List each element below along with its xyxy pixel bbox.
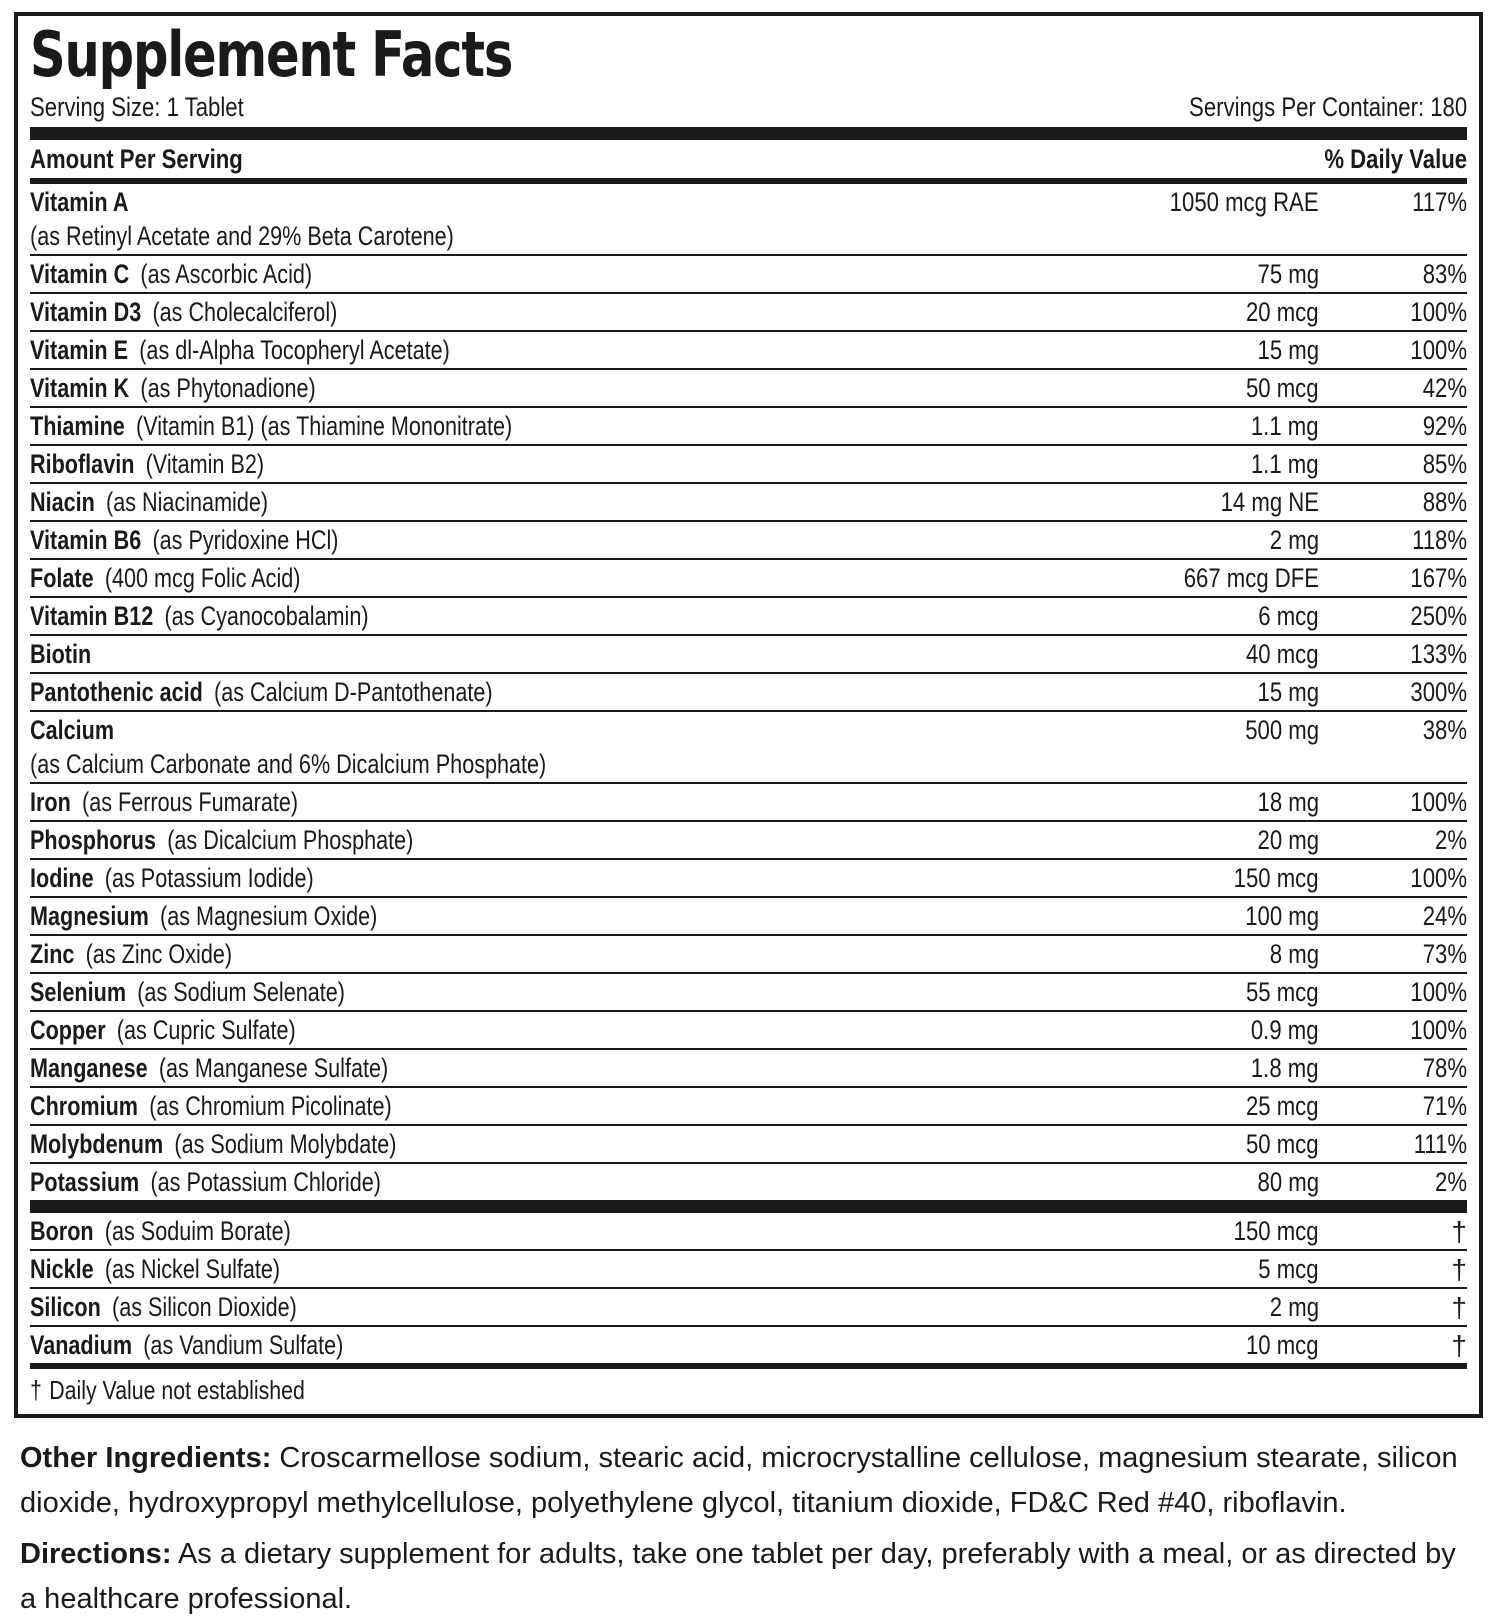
nutrient-name: Riboflavin — [30, 449, 135, 479]
daily-value-footnote-text: Daily Value not established — [49, 1375, 305, 1405]
nutrient-name: Magnesium — [30, 901, 149, 931]
nutrient-daily-value: 133% — [1410, 639, 1467, 669]
table-row — [30, 521, 1467, 559]
nutrient-amount-cell — [1059, 1163, 1319, 1200]
other-ingredients-text: Croscarmellose sodium, stearic acid, microcrystalline cellulose, magnesium stearate, silicon dioxide, hydroxypropyl methylcellulose, polyethylene glycol, titanium dioxide, FD&C Red #40, riboflavin. — [20, 1442, 1458, 1519]
nutrient-name: Vitamin A — [30, 187, 129, 217]
nutrient-name: Zinc — [30, 939, 75, 969]
nutrient-name: Vitamin B6 — [30, 525, 142, 555]
nutrient-amount: 25 mcg — [1246, 1091, 1319, 1121]
nutrient-daily-value-cell — [1319, 1125, 1467, 1163]
nutrient-daily-value: 85% — [1422, 449, 1467, 479]
nutrient-daily-value: 100% — [1410, 787, 1467, 817]
nutrient-amount-cell — [1059, 184, 1319, 255]
nutrient-name-cell — [30, 1213, 1059, 1250]
nutrient-name-cell — [30, 673, 1059, 711]
nutrient-amount-cell — [1059, 1125, 1319, 1163]
nutrient-daily-value-cell — [1319, 369, 1467, 407]
nutrient-daily-value: 167% — [1410, 563, 1467, 593]
nutrient-daily-value: 2% — [1434, 1167, 1467, 1197]
nutrient-source-description: (as Zinc Oxide) — [85, 939, 233, 969]
table-row — [30, 1250, 1467, 1288]
nutrient-amount-cell — [1059, 331, 1319, 369]
divider-thick-top — [30, 127, 1467, 140]
nutrient-source-description: (as Calcium Carbonate and 6% Dicalcium Phosphate) — [30, 749, 547, 779]
nutrient-daily-value: 78% — [1422, 1053, 1467, 1083]
nutrient-name: Vanadium — [30, 1330, 133, 1360]
nutrient-name-cell — [30, 1163, 1059, 1200]
nutrient-amount: 6 mcg — [1258, 601, 1319, 631]
nutrient-name-cell — [30, 859, 1059, 897]
nutrient-source-description: (as Cyanocobalamin) — [164, 601, 369, 631]
nutrient-amount-cell — [1059, 859, 1319, 897]
dagger-icon: † — [1451, 1216, 1467, 1247]
nutrient-amount-cell — [1059, 1087, 1319, 1125]
nutrient-amount-cell — [1059, 897, 1319, 935]
nutrient-amount-cell — [1059, 521, 1319, 559]
nutrient-name: Nickle — [30, 1254, 94, 1284]
nutrient-name: Biotin — [30, 639, 92, 669]
serving-size-label: Serving Size: 1 Tablet — [30, 92, 244, 122]
nutrient-source-description: (as Cholecalciferol) — [152, 297, 338, 327]
nutrient-daily-value-cell — [1319, 184, 1467, 255]
nutrient-amount-cell — [1059, 711, 1319, 783]
nutrient-name-cell — [30, 521, 1059, 559]
nutrient-amount: 14 mg NE — [1220, 487, 1319, 517]
nutrient-name: Vitamin D3 — [30, 297, 142, 327]
nutrient-daily-value-cell — [1319, 1213, 1467, 1250]
daily-value-footnote — [30, 1369, 1467, 1410]
nutrient-amount: 667 mcg DFE — [1183, 563, 1319, 593]
nutrient-amount-cell — [1059, 1213, 1319, 1250]
nutrient-daily-value: 92% — [1422, 411, 1467, 441]
nutrient-source-description: (as Chromium Picolinate) — [149, 1091, 392, 1121]
nutrient-amount: 20 mg — [1257, 825, 1319, 855]
nutrient-name: Phosphorus — [30, 825, 157, 855]
table-row — [30, 445, 1467, 483]
nutrient-source-description: (as Vandium Sulfate) — [143, 1330, 344, 1360]
nutrient-source-description: (400 mcg Folic Acid) — [104, 563, 301, 593]
nutrient-name-cell — [30, 1326, 1059, 1363]
nutrient-daily-value-cell — [1319, 673, 1467, 711]
nutrient-source-description: (as Nickel Sulfate) — [104, 1254, 281, 1284]
nutrient-name-cell — [30, 897, 1059, 935]
nutrient-daily-value: 100% — [1410, 977, 1467, 1007]
servings-per-container-label: Servings Per Container: 180 — [1188, 92, 1467, 122]
table-row — [30, 1163, 1467, 1200]
nutrient-name-cell — [30, 1087, 1059, 1125]
nutrient-source-description: (as Silicon Dioxide) — [112, 1292, 297, 1322]
nutrient-daily-value-cell — [1319, 973, 1467, 1011]
nutrient-source-description: (as Sodium Selenate) — [137, 977, 345, 1007]
nutrient-source-description: (as Dicalcium Phosphate) — [167, 825, 414, 855]
nutrient-amount: 0.9 mg — [1251, 1015, 1319, 1045]
table-row — [30, 1125, 1467, 1163]
table-row — [30, 369, 1467, 407]
nutrient-name-cell — [30, 1288, 1059, 1326]
nutrient-amount: 15 mg — [1257, 677, 1319, 707]
nutrient-daily-value-cell — [1319, 407, 1467, 445]
nutrient-daily-value: 100% — [1410, 297, 1467, 327]
nutrient-daily-value: 88% — [1422, 487, 1467, 517]
nutrient-amount: 8 mg — [1269, 939, 1319, 969]
nutrient-daily-value-cell — [1319, 935, 1467, 973]
nutrient-daily-value-cell — [1319, 1326, 1467, 1363]
nutrient-daily-value: 42% — [1422, 373, 1467, 403]
nutrient-source-description: (as dl-Alpha Tocopheryl Acetate) — [139, 335, 450, 365]
nutrient-name: Iron — [30, 787, 71, 817]
table-row — [30, 331, 1467, 369]
directions-text: As a dietary supplement for adults, take one tablet per day, preferably with a meal, or as directed by a healthcare professional. — [20, 1538, 1456, 1615]
dagger-icon: † — [1451, 1254, 1467, 1285]
nutrient-amount: 2 mg — [1269, 525, 1319, 555]
nutrient-table-main — [30, 184, 1467, 1200]
divider-thick-trace — [30, 1200, 1467, 1213]
nutrient-name-cell — [30, 559, 1059, 597]
table-row — [30, 1213, 1467, 1250]
nutrient-amount-cell — [1059, 559, 1319, 597]
nutrient-name: Manganese — [30, 1053, 148, 1083]
nutrient-source-description: (as Ascorbic Acid) — [140, 259, 313, 289]
nutrient-amount: 500 mg — [1245, 715, 1319, 745]
table-row — [30, 293, 1467, 331]
nutrient-daily-value: 250% — [1410, 601, 1467, 631]
nutrient-amount-cell — [1059, 407, 1319, 445]
nutrient-name-cell — [30, 1049, 1059, 1087]
nutrient-daily-value: 73% — [1422, 939, 1467, 969]
nutrient-name: Iodine — [30, 863, 94, 893]
daily-value-header: % Daily Value — [1324, 144, 1467, 174]
nutrient-name: Vitamin K — [30, 373, 130, 403]
nutrient-amount-cell — [1059, 369, 1319, 407]
nutrient-name-cell — [30, 407, 1059, 445]
nutrient-source-description: (as Ferrous Fumarate) — [82, 787, 299, 817]
nutrient-amount-cell — [1059, 935, 1319, 973]
nutrient-daily-value-cell — [1319, 445, 1467, 483]
table-row — [30, 859, 1467, 897]
nutrient-name-cell — [30, 973, 1059, 1011]
table-row — [30, 783, 1467, 821]
nutrient-source-description: (as Manganese Sulfate) — [158, 1053, 389, 1083]
nutrient-daily-value: 100% — [1410, 335, 1467, 365]
nutrient-daily-value-cell — [1319, 859, 1467, 897]
nutrient-daily-value-cell — [1319, 711, 1467, 783]
table-row — [30, 184, 1467, 255]
table-row — [30, 711, 1467, 783]
nutrient-daily-value: 111% — [1413, 1129, 1467, 1159]
nutrient-amount: 15 mg — [1257, 335, 1319, 365]
table-row — [30, 407, 1467, 445]
nutrient-name-cell — [30, 293, 1059, 331]
table-row — [30, 897, 1467, 935]
nutrient-amount: 150 mcg — [1234, 1216, 1319, 1246]
nutrient-source-description: (as Sodium Molybdate) — [174, 1129, 397, 1159]
column-headers-row — [30, 140, 1467, 178]
nutrient-amount: 150 mcg — [1234, 863, 1319, 893]
nutrient-daily-value: 24% — [1422, 901, 1467, 931]
table-row — [30, 1049, 1467, 1087]
nutrient-amount-cell — [1059, 973, 1319, 1011]
nutrient-daily-value: 117% — [1412, 187, 1467, 217]
nutrient-name-cell — [30, 483, 1059, 521]
other-ingredients-label: Other Ingredients: — [20, 1442, 272, 1474]
nutrient-amount-cell — [1059, 783, 1319, 821]
nutrient-amount: 50 mcg — [1246, 1129, 1319, 1159]
nutrient-daily-value-cell — [1319, 255, 1467, 293]
nutrient-amount-cell — [1059, 483, 1319, 521]
nutrient-name-cell — [30, 184, 1059, 255]
amount-per-serving-header: Amount Per Serving — [30, 144, 243, 174]
nutrient-name-cell — [30, 1125, 1059, 1163]
nutrient-amount: 1.1 mg — [1251, 411, 1319, 441]
nutrient-source-description: (as Phytonadione) — [140, 373, 316, 403]
nutrient-daily-value-cell — [1319, 635, 1467, 673]
nutrient-daily-value: 118% — [1412, 525, 1467, 555]
table-row — [30, 1326, 1467, 1363]
supplement-facts-panel — [14, 12, 1483, 1418]
nutrient-amount-cell — [1059, 445, 1319, 483]
nutrient-source-description: (as Potassium Chloride) — [150, 1167, 381, 1197]
nutrient-amount-cell — [1059, 255, 1319, 293]
other-ingredients-paragraph — [20, 1436, 1477, 1526]
nutrient-name: Thiamine — [30, 411, 125, 441]
nutrient-amount-cell — [1059, 1049, 1319, 1087]
nutrient-name-cell — [30, 369, 1059, 407]
table-row — [30, 973, 1467, 1011]
nutrient-name: Folate — [30, 563, 94, 593]
nutrient-name-cell — [30, 1011, 1059, 1049]
nutrient-amount-cell — [1059, 1011, 1319, 1049]
nutrient-source-description: (as Cupric Sulfate) — [116, 1015, 296, 1045]
nutrient-daily-value-cell — [1319, 559, 1467, 597]
nutrient-name-cell — [30, 711, 1059, 783]
nutrient-source-description: (Vitamin B1) (as Thiamine Mononitrate) — [136, 411, 513, 441]
nutrient-daily-value-cell — [1319, 821, 1467, 859]
nutrient-amount: 80 mg — [1257, 1167, 1319, 1197]
nutrient-daily-value: 100% — [1410, 863, 1467, 893]
dagger-icon: † — [1451, 1292, 1467, 1323]
nutrient-name-cell — [30, 635, 1059, 673]
nutrient-amount-cell — [1059, 673, 1319, 711]
nutrient-source-description: (as Niacinamide) — [106, 487, 269, 517]
nutrient-amount: 2 mg — [1269, 1292, 1319, 1322]
nutrient-amount: 10 mcg — [1246, 1330, 1319, 1360]
nutrient-name-cell — [30, 255, 1059, 293]
nutrient-amount: 5 mcg — [1258, 1254, 1319, 1284]
nutrient-daily-value-cell — [1319, 1011, 1467, 1049]
nutrient-daily-value-cell — [1319, 1163, 1467, 1200]
nutrient-amount: 75 mg — [1257, 259, 1319, 289]
nutrient-name: Potassium — [30, 1167, 140, 1197]
nutrient-source-description: (as Potassium Iodide) — [104, 863, 314, 893]
table-row — [30, 1087, 1467, 1125]
table-row — [30, 673, 1467, 711]
nutrient-name-cell — [30, 445, 1059, 483]
nutrient-daily-value-cell — [1319, 1049, 1467, 1087]
nutrient-daily-value: 71% — [1422, 1091, 1467, 1121]
nutrient-amount: 1050 mcg RAE — [1170, 187, 1319, 217]
nutrient-amount-cell — [1059, 1326, 1319, 1363]
nutrient-daily-value-cell — [1319, 1250, 1467, 1288]
serving-info-row — [30, 90, 1467, 127]
nutrient-daily-value: 38% — [1422, 715, 1467, 745]
nutrient-source-description: (Vitamin B2) — [145, 449, 265, 479]
nutrient-amount: 100 mg — [1245, 901, 1319, 931]
page-title: Supplement Facts — [30, 18, 513, 91]
nutrient-name: Chromium — [30, 1091, 138, 1121]
directions-label: Directions: — [20, 1538, 172, 1570]
nutrient-name-cell — [30, 331, 1059, 369]
table-row — [30, 935, 1467, 973]
nutrient-daily-value: 2% — [1434, 825, 1467, 855]
nutrient-amount-cell — [1059, 821, 1319, 859]
nutrient-amount-cell — [1059, 597, 1319, 635]
table-row — [30, 821, 1467, 859]
table-row — [30, 1288, 1467, 1326]
footer-notes — [14, 1418, 1483, 1622]
nutrient-source-description: (as Soduim Borate) — [104, 1216, 291, 1246]
nutrient-source-description: (as Magnesium Oxide) — [160, 901, 378, 931]
nutrient-name-cell — [30, 783, 1059, 821]
nutrient-amount-cell — [1059, 293, 1319, 331]
nutrient-daily-value-cell — [1319, 483, 1467, 521]
nutrient-name: Pantothenic acid — [30, 677, 203, 707]
nutrient-name: Selenium — [30, 977, 127, 1007]
nutrient-daily-value-cell — [1319, 521, 1467, 559]
nutrient-daily-value-cell — [1319, 1288, 1467, 1326]
nutrient-name: Calcium — [30, 715, 115, 745]
nutrient-source-description: (as Retinyl Acetate and 29% Beta Carotene) — [30, 221, 454, 251]
nutrient-table-trace — [30, 1213, 1467, 1363]
nutrient-amount: 1.1 mg — [1251, 449, 1319, 479]
nutrient-name: Boron — [30, 1216, 94, 1246]
nutrient-daily-value-cell — [1319, 897, 1467, 935]
nutrient-name-cell — [30, 597, 1059, 635]
nutrient-name: Molybdenum — [30, 1129, 164, 1159]
nutrient-amount: 55 mcg — [1246, 977, 1319, 1007]
table-row — [30, 483, 1467, 521]
nutrient-amount: 40 mcg — [1246, 639, 1319, 669]
nutrient-name: Copper — [30, 1015, 106, 1045]
nutrient-source-description: (as Pyridoxine HCl) — [152, 525, 339, 555]
table-row — [30, 1011, 1467, 1049]
table-row — [30, 597, 1467, 635]
nutrient-daily-value-cell — [1319, 293, 1467, 331]
nutrient-amount: 50 mcg — [1246, 373, 1319, 403]
nutrient-daily-value-cell — [1319, 783, 1467, 821]
table-row — [30, 635, 1467, 673]
nutrient-daily-value-cell — [1319, 597, 1467, 635]
nutrient-name: Vitamin E — [30, 335, 129, 365]
nutrient-amount: 1.8 mg — [1251, 1053, 1319, 1083]
nutrient-daily-value: 300% — [1410, 677, 1467, 707]
nutrient-name: Niacin — [30, 487, 95, 517]
dagger-icon: † — [30, 1375, 42, 1405]
table-row — [30, 559, 1467, 597]
nutrient-source-description: (as Calcium D-Pantothenate) — [214, 677, 493, 707]
nutrient-daily-value: 100% — [1410, 1015, 1467, 1045]
nutrient-name-cell — [30, 1250, 1059, 1288]
nutrient-amount-cell — [1059, 1288, 1319, 1326]
directions-paragraph — [20, 1532, 1477, 1622]
nutrient-amount: 18 mg — [1257, 787, 1319, 817]
nutrient-amount-cell — [1059, 1250, 1319, 1288]
nutrient-daily-value-cell — [1319, 331, 1467, 369]
nutrient-name-cell — [30, 935, 1059, 973]
dagger-icon: † — [1451, 1330, 1467, 1361]
nutrient-amount: 20 mcg — [1246, 297, 1319, 327]
nutrient-daily-value: 83% — [1422, 259, 1467, 289]
nutrient-amount-cell — [1059, 635, 1319, 673]
nutrient-name: Vitamin C — [30, 259, 130, 289]
nutrient-name-cell — [30, 821, 1059, 859]
nutrient-name: Silicon — [30, 1292, 101, 1322]
nutrient-name: Vitamin B12 — [30, 601, 154, 631]
table-row — [30, 255, 1467, 293]
nutrient-daily-value-cell — [1319, 1087, 1467, 1125]
